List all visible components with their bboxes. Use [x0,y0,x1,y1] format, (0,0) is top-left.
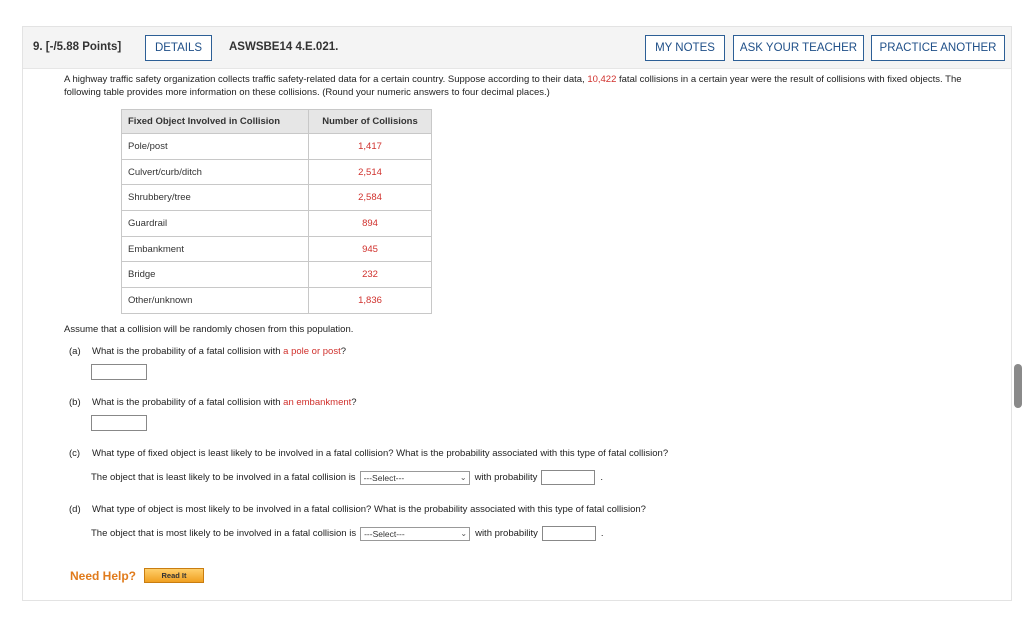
table-cell-count: 2,584 [309,185,432,211]
part-b-end: ? [351,397,357,408]
table-cell-object: Shrubbery/tree [122,185,309,211]
part-a-text: What is the probability of a fatal collision with [92,346,284,357]
part-c-with-prob: with probability [474,472,538,483]
chevron-down-icon: ⌄ [460,529,468,538]
prompt-text-2: fatal collisions in a certain year were the result of collisions with fixed objects. The following table provides more information on these collisions. (Round your numeric answers to four decimal places.) [64,74,962,98]
part-d-probability-input[interactable] [542,526,596,541]
part-b-text: What is the probability of a fatal collision with [92,397,284,408]
scrollbar-thumb[interactable] [1014,364,1022,408]
part-a-end: ? [340,346,347,357]
table-cell-count: 232 [309,262,432,288]
table-cell-object: Culvert/curb/ditch [122,159,309,185]
ask-teacher-button[interactable]: ASK YOUR TEACHER [733,35,864,61]
part-a-question [69,346,346,357]
table-header-row [122,110,432,134]
part-c-question [69,448,668,459]
question-prompt [64,73,999,99]
part-d-text: What type of object is most likely to be involved in a fatal collision? What is the probability associated with this type of fatal collision? [92,504,646,515]
my-notes-button[interactable]: MY NOTES [645,35,725,61]
table-cell-count: 2,514 [309,159,432,185]
table-cell-count: 894 [309,211,432,237]
collision-table [121,109,432,314]
chevron-down-icon: ⌄ [459,473,467,482]
table-cell-object: Pole/post [122,134,309,160]
part-c-object-select[interactable] [360,471,470,485]
part-a-answer-input[interactable] [91,364,147,380]
part-c-period: . [600,472,604,483]
details-button[interactable]: DETAILS [145,35,212,61]
table-row [122,288,432,314]
part-c-select-value: ---Select--- [363,472,405,483]
table-cell-object: Other/unknown [122,288,309,314]
read-it-button[interactable]: Read It [144,568,204,583]
part-d-period: . [600,528,604,539]
prompt-highlight-total: 10,422 [587,74,617,85]
table-cell-count: 1,417 [309,134,432,160]
part-c-probability-input[interactable] [541,470,595,485]
question-header [23,27,1011,69]
need-help-label: Need Help? [70,569,137,583]
question-body [23,70,1011,600]
question-card [22,26,1012,601]
part-b-answer-input[interactable] [91,415,147,431]
part-b-label: (b) [69,397,81,408]
table-row [122,134,432,160]
table-cell-count: 945 [309,236,432,262]
table-row [122,185,432,211]
part-d-label: (d) [69,504,81,515]
table-cell-count: 1,836 [309,288,432,314]
table-row [122,211,432,237]
part-d-question [69,504,646,515]
table-row [122,236,432,262]
table-cell-object: Bridge [122,262,309,288]
part-b-question [69,397,357,408]
part-d-with-prob: with probability [475,528,538,539]
part-c-sentence-text: The object that is least likely to be involved in a fatal collision is [91,472,356,483]
part-d-select-value: ---Select--- [364,528,405,539]
table-cell-object: Guardrail [122,211,309,237]
part-c-sentence [91,470,603,485]
table-row [122,159,432,185]
part-d-sentence [91,526,604,541]
part-c-label: (c) [69,448,81,459]
prompt-text-1: A highway traffic safety organization collects traffic safety-related data for a certain country. Suppose according to their data, [64,74,588,85]
table-cell-object: Embankment [122,236,309,262]
question-code: ASWSBE14 4.E.021. [229,41,339,53]
part-d-sentence-text: The object that is most likely to be involved in a fatal collision is [91,528,357,539]
part-a-label: (a) [69,346,81,357]
part-b-highlight: an embankment [283,397,352,408]
part-c-text: What type of fixed object is least likely to be involved in a fatal collision? What is the probability associated with this type of fatal collision? [92,448,669,459]
table-row [122,262,432,288]
question-number: 9. [-/5.88 Points] [33,41,122,53]
part-a-highlight: a pole or post [283,346,341,357]
assumption-text: Assume that a collision will be randomly chosen from this population. [64,324,354,335]
table-header-object: Fixed Object Involved in Collision [122,110,309,134]
practice-another-button[interactable]: PRACTICE ANOTHER [871,35,1005,61]
table-header-count: Number of Collisions [309,110,432,134]
part-d-object-select[interactable] [360,527,470,541]
